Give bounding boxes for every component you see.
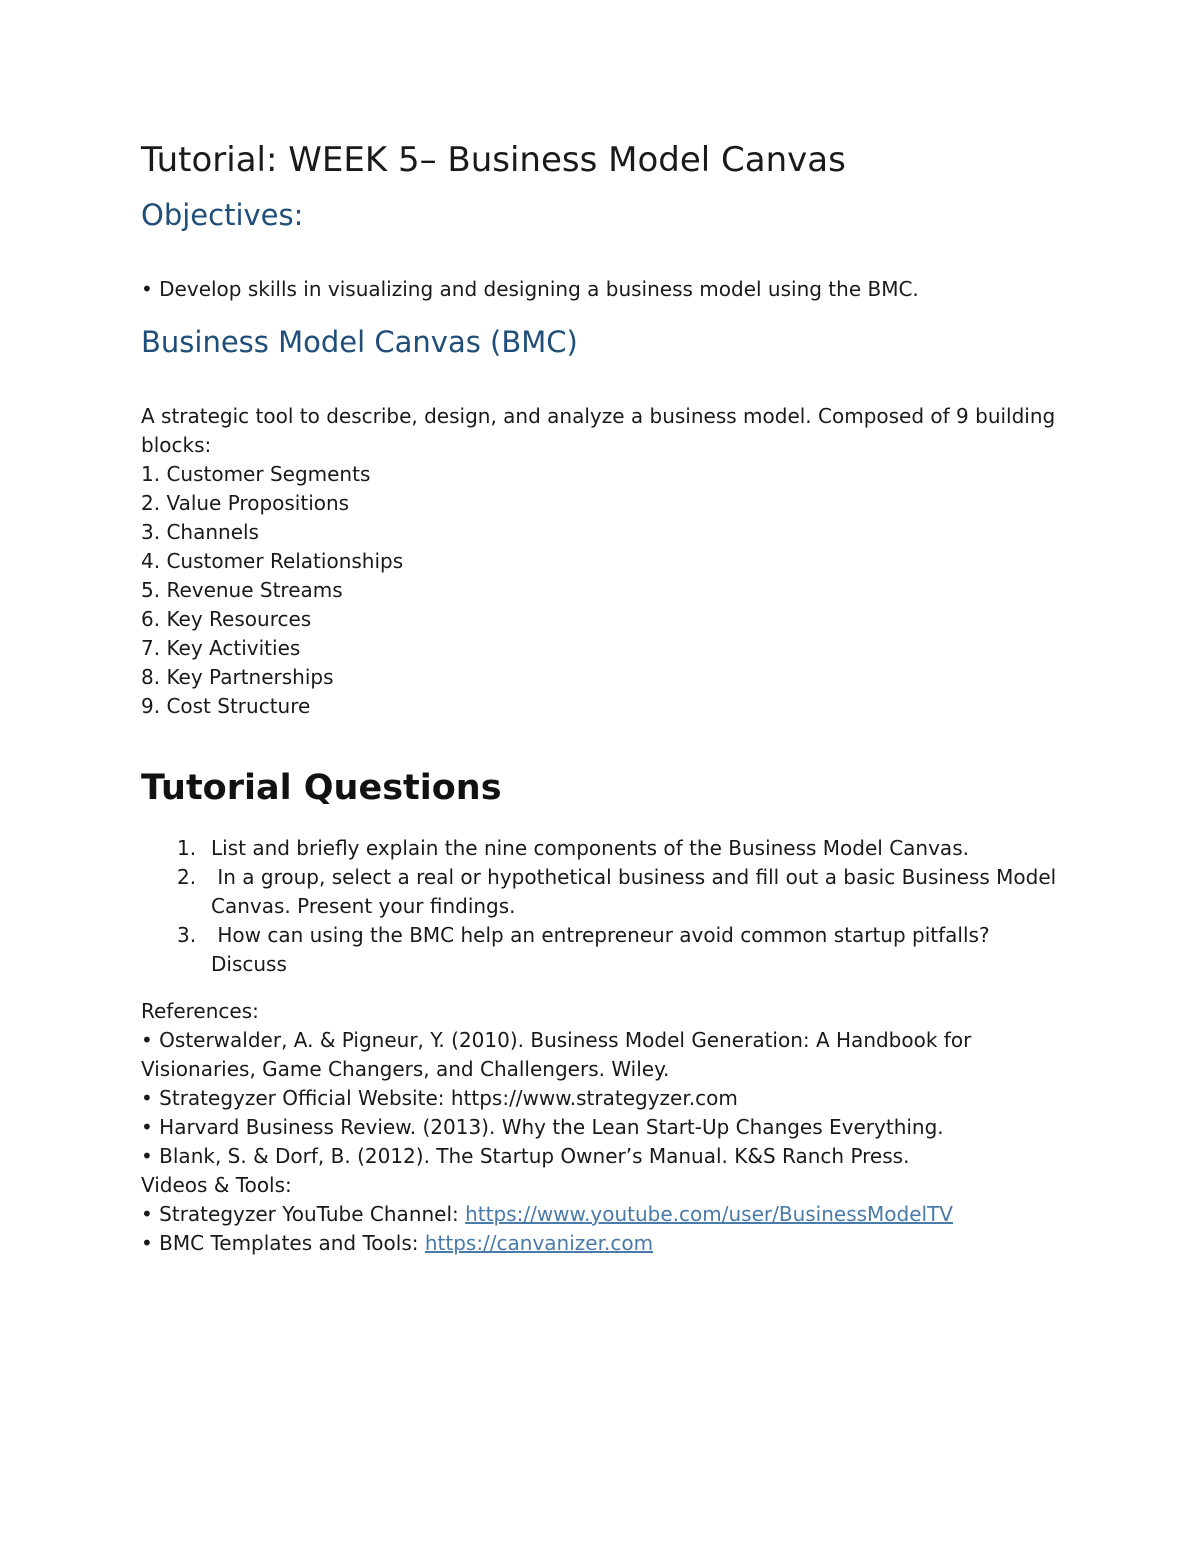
question-text: In a group, select a real or hypothetical business and fill out a basic Business Model Canvas. Present your findings. <box>211 865 1057 918</box>
tutorial-questions-heading: Tutorial Questions <box>141 768 502 808</box>
references-heading: References: <box>141 999 259 1023</box>
reference-item: • Blank, S. & Dorf, B. (2012). The Startup Owner’s Manual. K&S Ranch Press. <box>141 1144 910 1168</box>
references-section <box>141 997 1071 1258</box>
templates-reference <box>141 1229 1071 1258</box>
list-item: 2. Value Propositions <box>141 491 350 515</box>
videos-tools-heading: Videos & Tools: <box>141 1173 292 1197</box>
youtube-label: • Strategyzer YouTube Channel: <box>141 1202 466 1226</box>
questions-list <box>141 834 1071 979</box>
page-title: Tutorial: WEEK 5– Business Model Canvas <box>141 140 846 180</box>
list-item: 3. Channels <box>141 520 259 544</box>
list-item: 7. Key Activities <box>141 636 301 660</box>
bmc-intro: A strategic tool to describe, design, and analyze a business model. Composed of 9 building blocks: <box>141 404 1056 457</box>
reference-item: • Osterwalder, A. & Pigneur, Y. (2010). Business Model Generation: A Handbook for Visionaries, Game Changers, and Challengers. Wiley. <box>141 1028 972 1081</box>
question-item <box>141 921 1071 979</box>
bmc-heading: Business Model Canvas (BMC) <box>141 325 578 359</box>
list-item: 9. Cost Structure <box>141 694 311 718</box>
list-item: 8. Key Partnerships <box>141 665 334 689</box>
youtube-link[interactable]: https://www.youtube.com/user/BusinessModelTV <box>465 1202 953 1226</box>
building-blocks-list <box>141 460 403 721</box>
question-number: 1. <box>177 836 197 860</box>
objectives-heading: Objectives: <box>141 198 304 232</box>
list-item: 1. Customer Segments <box>141 462 371 486</box>
reference-item: • Strategyzer Official Website: https://www.strategyzer.com <box>141 1086 738 1110</box>
question-item <box>141 863 1071 921</box>
objective-item: • Develop skills in visualizing and designing a business model using the BMC. <box>141 277 919 301</box>
templates-label: • BMC Templates and Tools: <box>141 1231 425 1255</box>
list-item: 6. Key Resources <box>141 607 312 631</box>
reference-item: • Harvard Business Review. (2013). Why the Lean Start-Up Changes Everything. <box>141 1115 944 1139</box>
list-item: 4. Customer Relationships <box>141 549 404 573</box>
list-item: 5. Revenue Streams <box>141 578 343 602</box>
question-item <box>141 834 1071 863</box>
question-text: List and briefly explain the nine components of the Business Model Canvas. <box>211 836 969 860</box>
canvanizer-link[interactable]: https://canvanizer.com <box>424 1231 654 1255</box>
question-number: 2. <box>177 865 197 889</box>
question-text: How can using the BMC help an entrepreneur avoid common startup pitfalls? Discuss <box>211 923 990 976</box>
youtube-reference <box>141 1200 1071 1229</box>
question-number: 3. <box>177 923 197 947</box>
